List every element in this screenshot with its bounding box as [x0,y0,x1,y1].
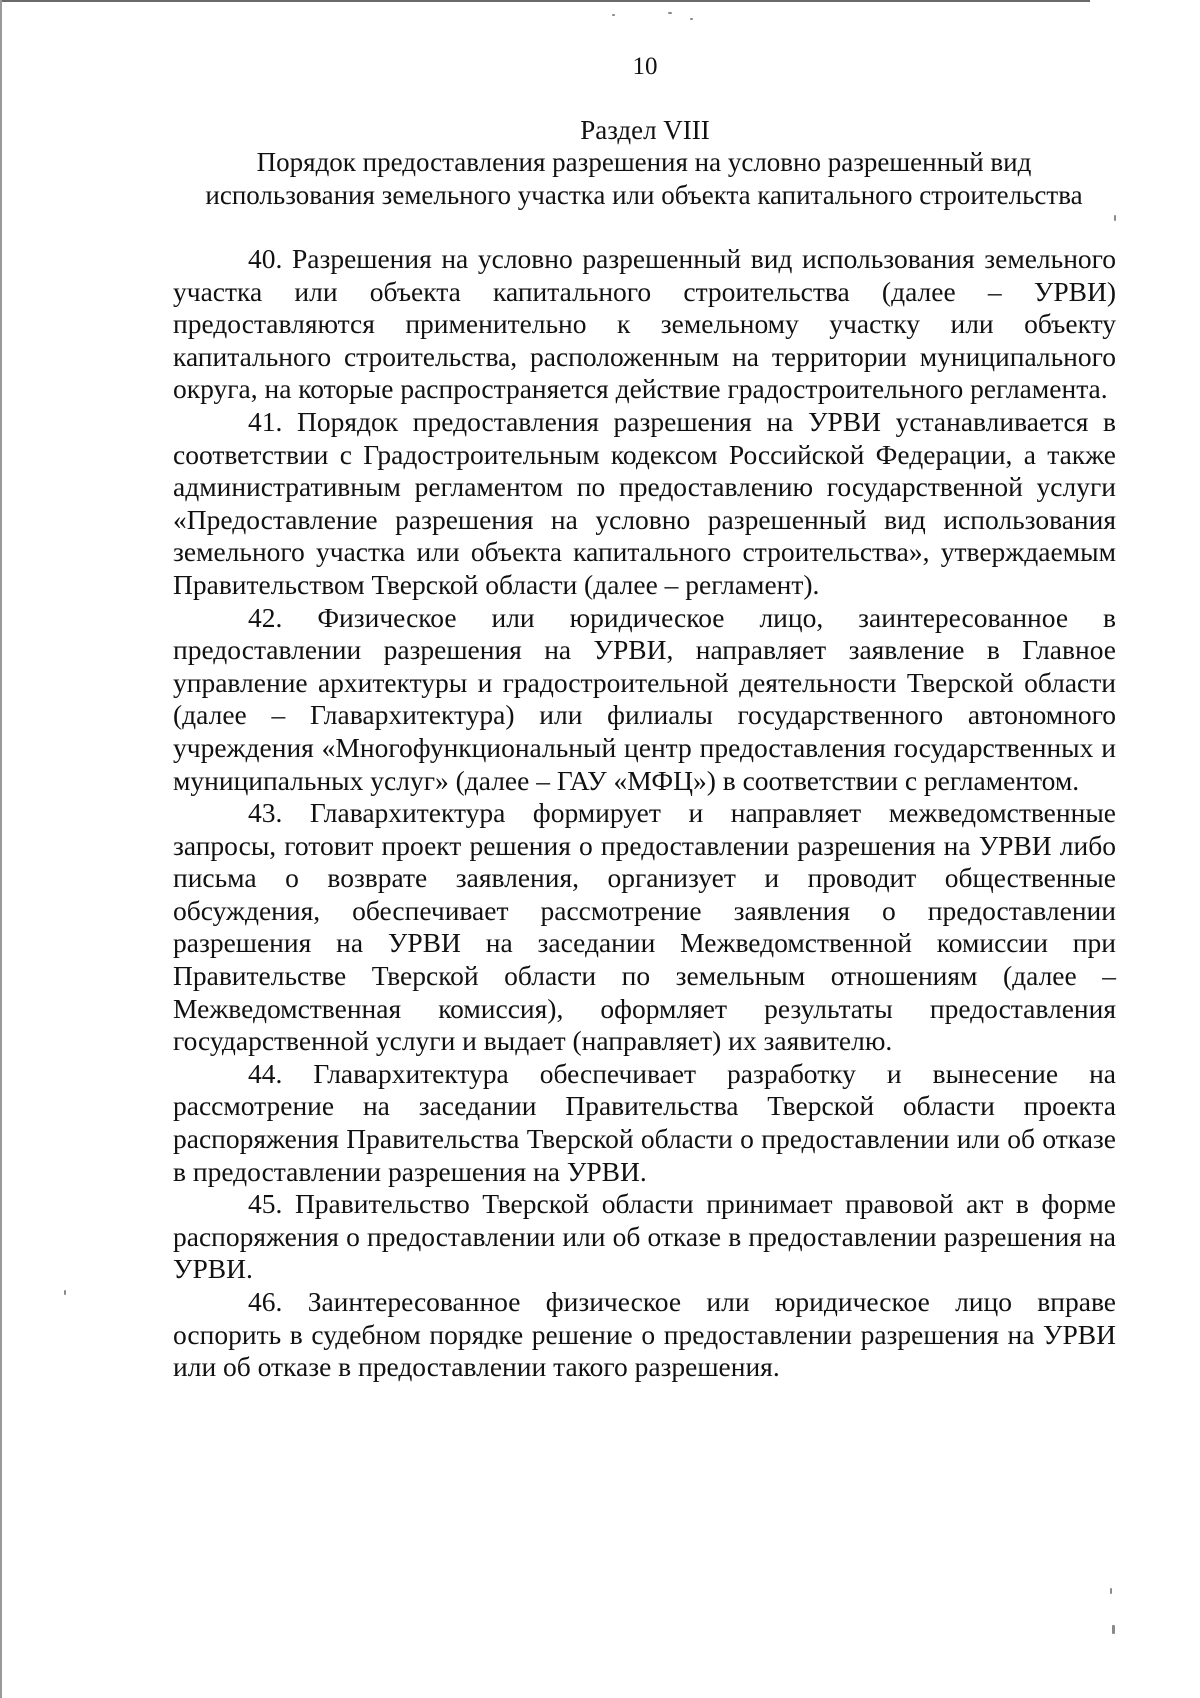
scan-speck [668,12,672,14]
paragraph-46: 46. Заинтересованное физическое или юридическое лицо вправе оспорить в судебном порядке решение о предоставлении разрешения на УРВИ или об отказе в предоставлении такого разрешения. [173,1286,1116,1383]
paragraph-44: 44. Главархитектура обеспечивает разработку и вынесение на рассмотрение на заседании Правительства Тверской области проекта распоряжения Правительства Тверской области о предоставлении или об отказе в предоставлении разрешения на УРВИ. [173,1057,1116,1187]
scan-edge-top [0,0,1090,2]
scan-speck [64,1290,66,1295]
paragraph-43: 43. Главархитектура формирует и направляет межведомственные запросы, готовит проект решения о предоставлении разрешения на УРВИ либо письма о возврате заявления, организует и проводит общественные обсуждения, обеспечивает рассмотрение заявления о предоставлении разрешения на УРВИ на заседании Межведомственной комиссии при Правительстве Тверской области по земельным отношениям (далее – Межведомственная комиссия), оформляет результаты предоставления государственной услуги и выдает (направляет) их заявителю. [173,797,1116,1057]
scan-speck [612,14,615,16]
scan-speck [1112,1625,1115,1634]
paragraph-41: 41. Порядок предоставления разрешения на УРВИ устанавливается в соответствии с Градостроительным кодексом Российской Федерации, а также административным регламентом по предоставлению государственной услуги «Предоставление разрешения на условно разрешенный вид использования земельного участка или объекта капитального строительства», утверждаемым Правительством Тверской области (далее – регламент). [173,405,1116,600]
scan-speck [1110,1588,1112,1594]
scan-speck [690,18,693,20]
section-title: Порядок предоставления разрешения на условно разрешенный вид использования земельного участка или объекта капитального строительства [205,147,1083,210]
paragraph-45: 45. Правительство Тверской области принимает правовой акт в форме распоряжения о предоставлении или об отказе в предоставлении разрешения на УРВИ. [173,1188,1116,1285]
section-label: Раздел VIII [580,115,710,145]
paragraph-42: 42. Физическое или юридическое лицо, заинтересованное в предоставлении разрешения на УРВИ, направляет заявление в Главное управление архитектуры и градостроительной деятельности Тверской области (далее – Главархитектура) или филиалы государственного автономного учреждения «Многофункциональный центр предоставления государственных и муниципальных услуг» (далее – ГАУ «МФЦ») в соответствии с регламентом. [173,601,1116,796]
scan-speck [1114,215,1116,221]
page-number: 10 [632,53,658,80]
scan-edge-left [0,0,2,1698]
paragraph-40: 40. Разрешения на условно разрешенный вид использования земельного участка или объекта капитального строительства (далее – УРВИ) предоставляются применительно к земельному участку или объекту капитального строительства, расположенным на территории муниципального округа, на которые распространяется действие градостроительного регламента. [173,243,1116,405]
document-body [173,243,1116,1384]
